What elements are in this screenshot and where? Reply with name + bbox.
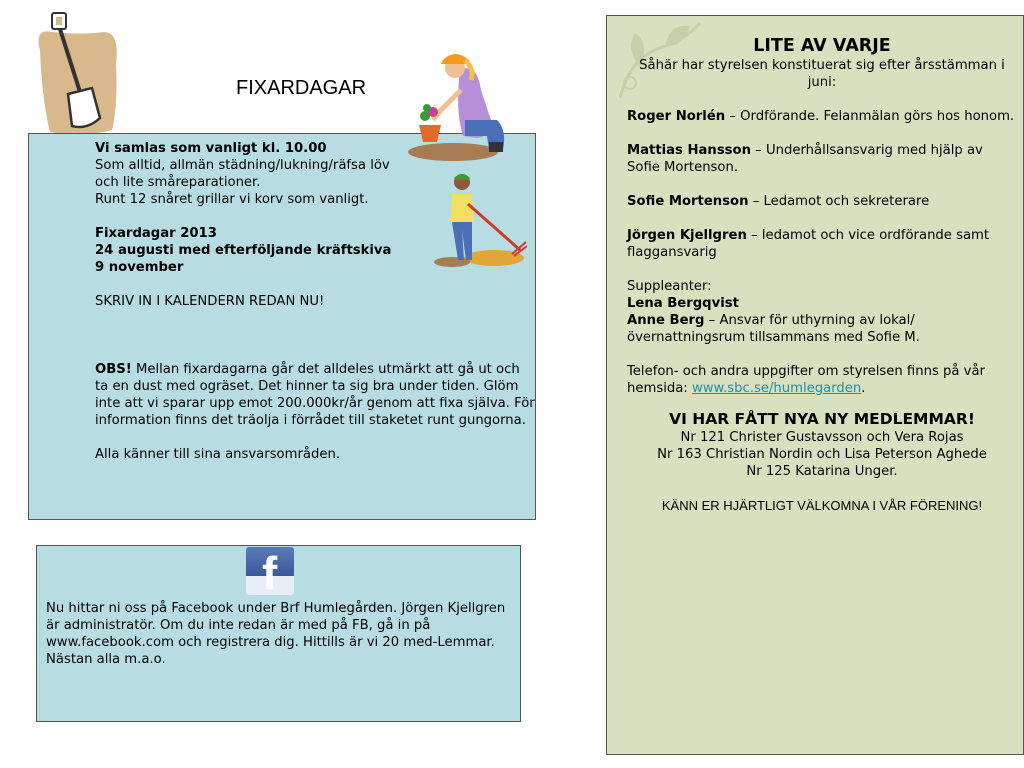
supp-name: Lena Bergqvist — [627, 296, 739, 311]
member-entry — [627, 227, 1017, 261]
gardener-raking-icon — [432, 170, 527, 270]
lite-intro: Såhär har styrelsen konstituerat sig efter årsstämman i juni: — [639, 58, 1005, 90]
homepage-link[interactable]: www.sbc.se/humlegarden — [691, 381, 862, 396]
member-name: Sofie Mortenson — [627, 194, 749, 209]
member-entry — [627, 108, 1017, 125]
date-item: 9 november — [95, 260, 184, 275]
facebook-icon[interactable] — [246, 547, 294, 595]
info-line: Runt 12 snåret grillar vi korv som vanligt. — [95, 192, 369, 207]
member-name: Mattias Hansson — [627, 143, 751, 158]
member-entry — [627, 142, 1017, 176]
facebook-icon-letter: f — [262, 547, 278, 595]
member-role: – Underhållsansvarig med hjälp av Sofie Mortenson. — [627, 143, 983, 175]
new-member-line: Nr 163 Christian Nordin och Lisa Peterson Aghede — [657, 447, 987, 462]
welcome-text: KÄNN ER HJÄRTLIGT VÄLKOMNA I VÅR FÖRENING! — [661, 498, 983, 513]
lite-title: LITE AV VARJE — [753, 36, 891, 56]
suppleanter-label: Suppleanter: — [627, 279, 712, 294]
contact-end: . — [861, 381, 866, 396]
member-role: – Ledamot och sekreterare — [748, 194, 930, 209]
gardener-planting-icon — [405, 50, 515, 165]
member-name: Roger Norlén — [627, 109, 726, 124]
supp-entry — [627, 312, 1017, 346]
lite-av-varje-text — [627, 35, 1017, 514]
supp-name: Anne Berg — [627, 313, 705, 328]
meet-time: Vi samlas som vanligt kl. 10.00 — [95, 141, 327, 156]
supp-role: – Ansvar för uthyrning av lokal/övernattningsrum tillsammans med Sofie M. — [627, 313, 920, 345]
calendar-note: SKRIV IN I KALENDERN REDAN NU! — [95, 294, 325, 309]
obs-paragraph — [95, 361, 535, 429]
info-line: Som alltid, allmän städning/lukning/räfsa löv — [95, 158, 390, 173]
obs-text: Mellan fixardagarna går det alldeles utmärkt att gå ut och ta en dust med ogräset. Det hinner ta sig bra under tiden. Glöm inte att vi sparar upp emot 200.000kr/år genom att fixa själva. För information finns det träolja i förrådet till staketet runt gungorna. — [95, 362, 535, 428]
obs-label: OBS! — [95, 362, 132, 377]
info-line: och lite småreparationer. — [95, 175, 261, 190]
new-member-line: Nr 125 Katarina Unger. — [746, 464, 898, 479]
member-role: – ledamot och vice ordförande samt flaggansvarig — [627, 228, 990, 260]
contact-text — [627, 363, 1017, 397]
date-item: 24 augusti med efterföljande kräftskiva — [95, 243, 392, 258]
member-entry — [627, 193, 1017, 210]
closing-text: Alla känner till sina ansvarsområden. — [95, 447, 341, 462]
dates-heading: Fixardagar 2013 — [95, 226, 217, 241]
shovel-icon — [32, 10, 122, 135]
member-role: – Ordförande. Felanmälan görs hos honom. — [725, 109, 1015, 124]
fixardagar-title: FIXARDAGAR — [236, 77, 367, 99]
member-name: Jörgen Kjellgren — [627, 228, 747, 243]
new-member-line: Nr 121 Christer Gustavsson och Vera Rojas — [680, 430, 964, 445]
contact-prefix: Telefon- och andra uppgifter om styrelsen finns på vår hemsida: — [627, 364, 985, 396]
new-members-title: VI HAR FÅTT NYA NY MEDLEMMAR! — [669, 410, 975, 428]
facebook-text: Nu hittar ni oss på Facebook under Brf Humlegården. Jörgen Kjellgren är administratör. Om du inte redan är med på FB, gå in på www.facebook.com och registrera dig. Hittills är vi 20 med-Lemmar. Nästan alla m.a.o. — [46, 601, 506, 667]
